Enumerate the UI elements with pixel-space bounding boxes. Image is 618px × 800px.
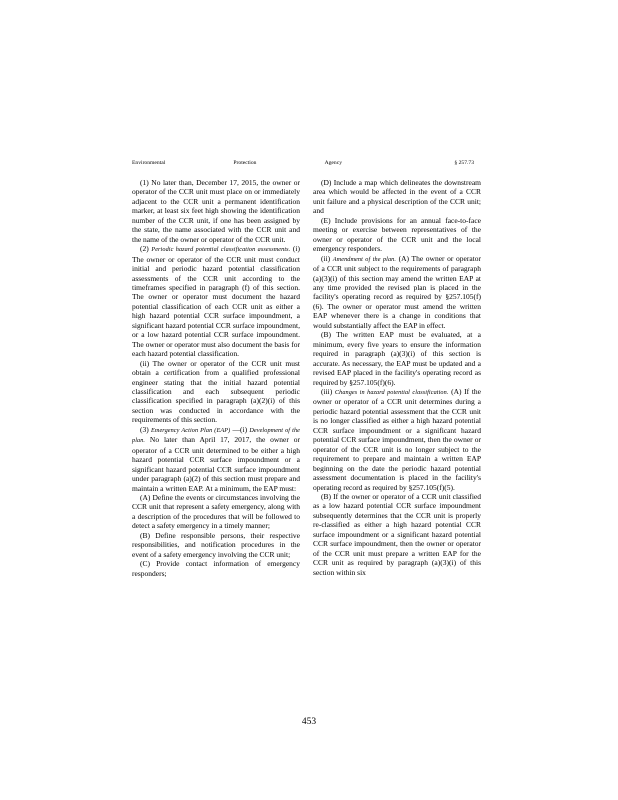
paragraph-amendment [313, 254, 481, 331]
paragraph-heading: Periodic hazard potential classification assessments. [151, 246, 291, 254]
paragraph-item-b: (B) Define responsible persons, their respective responsibilities, and notification procedures in the event of a safety emergency involving the CCR unit; [132, 530, 300, 559]
paragraph-number: (iii) [321, 386, 333, 396]
paragraph-identification-marker: (1) No later than, December 17, 2015, the owner or operator of the CCR unit must place on or immediately adjacent to the CCR unit a permanent identification marker, at least six feet high showing the identification number of the CCR unit, if one has been assigned by the state, the name associated with the CCR unit and the name of the owner or operator of the CCR unit. [132, 178, 300, 244]
header-agency-name [132, 157, 342, 169]
paragraph-subnumber: —(i) [230, 424, 250, 434]
paragraph-body: No later than April 17, 2017, the owner or operator of a CCR unit determined to be either a high hazard potential CCR surface impoundment or a significant hazard potential CCR surface impoundment under paragraph (a)(2) of this section must prepare and maintain a written EAP. At a minimum, the EAP must: [132, 435, 300, 493]
header-word-protection: Protection [233, 160, 257, 166]
paragraph-hazard-assessment [132, 244, 300, 358]
paragraph-eap-development [132, 425, 300, 493]
paragraph-body: (i) The owner or operator of the CCR unit must conduct initial and periodic hazard potential classification assessments of the CCR unit according to the timeframes specified in paragraph (f) of this section. The owner or operator must document the hazard potential classification of each CCR unit as either a high hazard potential CCR surface impoundment, a significant hazard potential CCR surface impoundment, or a low hazard potential CCR surface impoundment. The owner or operator must also document the basis for each hazard potential classification. [132, 244, 300, 359]
paragraph-reclassification: (B) If the owner or operator of a CCR unit classified as a low hazard potential CCR surface impoundment subsequently determines that the CCR unit is properly re-classified as either a high hazard potential CCR surface impoundment or a significant hazard potential CCR surface impoundment, then the owner or operator of the CCR unit must prepare a written EAP for the CCR unit as required by paragraph (a)(3)(i) of this section within six [313, 491, 481, 577]
paragraph-item-a: (A) Define the events or circumstances involving the CCR unit that represent a safety emergency, along with a description of the procedures that will be followed to detect a safety emergency in a timely manner; [132, 492, 300, 531]
paragraph-heading: Changes in hazard potential classification. [334, 388, 449, 396]
paragraph-evaluation: (B) The written EAP must be evaluated, at a minimum, every five years to ensure the information required in paragraph (a)(3)(i) of this section is accurate. As necessary, the EAP must be updated and a revised EAP placed in the facility's operating record as required by §257.105(f)(6). [313, 330, 481, 387]
paragraph-item-d: (D) Include a map which delineates the downstream area which would be affected in the event of a CCR unit failure and a physical description of the CCR unit; and [313, 178, 481, 216]
right-column [313, 178, 481, 577]
paragraph-classification-change [313, 387, 481, 492]
header-section-number: § 257.73 [454, 160, 474, 166]
paragraph-number: (ii) [321, 253, 331, 263]
paragraph-body: (A) The owner or operator of a CCR unit subject to the requirements of paragraph (a)(3)(i) of this section may amend the written EAP at any time provided the revised plan is placed in the facility's operating record as required by §257.105(f)(6). The owner or operator must amend the written EAP whenever there is a change in conditions that would substantially affect the EAP in effect. [313, 253, 481, 330]
header-word-agency: Agency [324, 160, 342, 166]
paragraph-item-e: (E) Include provisions for an annual face-to-face meeting or exercise between representatives of the owner or operator of the CCR unit and the local emergency responders. [313, 215, 481, 254]
paragraph-number: (2) [140, 244, 149, 254]
running-header [132, 157, 474, 169]
paragraph-certification: (ii) The owner or operator of the CCR unit must obtain a certification from a qualified professional engineer stating that the initial hazard potential classification and each subsequent periodic classification specified in paragraph (a)(2)(i) of this section was conducted in accordance with the requirements of this section. [132, 358, 300, 425]
paragraph-number: (3) [140, 424, 149, 434]
left-column [132, 178, 300, 578]
paragraph-body: (A) If the owner or operator of a CCR unit determines during a periodic hazard potential assessment that the CCR unit is no longer classified as either a high hazard potential CCR surface impoundment or a significant hazard potential CCR surface impoundment, then the owner or operator of the CCR unit is no longer subject to the requirement to prepare and maintain a written EAP beginning on the date the periodic hazard potential assessment documentation is placed in the facility's operating record as required by §257.105(f)(5). [313, 386, 481, 492]
paragraph-subheading: Development of the plan. [132, 426, 300, 445]
page-number: 453 [301, 717, 317, 727]
header-word-environmental: Environmental [132, 160, 166, 166]
paragraph-heading: Amendment of the plan. [332, 255, 396, 263]
paragraph-heading: Emergency Action Plan (EAP) [151, 426, 231, 434]
paragraph-item-c: (C) Provide contact information of emergency responders; [132, 559, 300, 578]
